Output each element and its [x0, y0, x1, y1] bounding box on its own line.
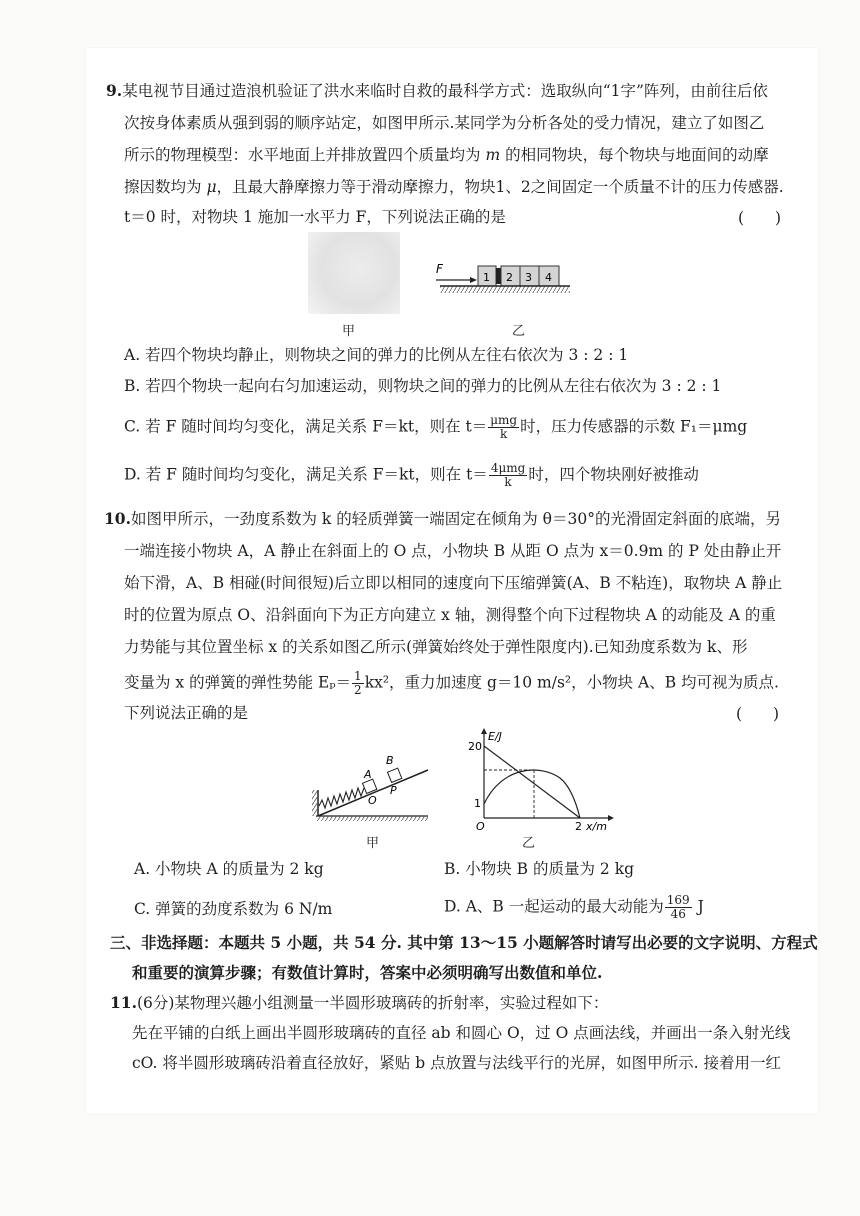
q9-option-d-fraction: $\frac{\text{4μmg}}{k}$ [490, 461, 526, 489]
graph-x-tick-2: 2 [575, 820, 582, 833]
graph-x-label: x/m [586, 820, 607, 833]
block-1-label: 1 [483, 271, 490, 284]
incline-wall-hatch [312, 790, 318, 816]
q10-line7: 下列说法正确的是 [124, 704, 249, 722]
q10-option-c: C. 弹簧的劲度系数为 6 N/m [134, 900, 333, 918]
q9-line5: t＝0 时，对物块 1 施加一水平力 F，下列说法正确的是 [124, 208, 506, 226]
block-a [362, 779, 376, 793]
q10-option-d: D. A、B 一起运动的最大动能为 $\frac{169}{46}$ J [444, 893, 704, 921]
q11-number: 11. [110, 993, 137, 1012]
label-p: P [390, 784, 397, 797]
q10-line4: 时的位置为原点 O、沿斜面向下为正方向建立 x 轴，测得整个向下过程物块 A 的动能及 A 的重 [124, 606, 776, 624]
q9-fig-yi-caption: 乙 [512, 324, 526, 339]
q9-blocks-diagram [430, 256, 580, 300]
label-b: B [386, 754, 394, 767]
incline-surface [318, 770, 428, 816]
kinetic-energy-curve [484, 770, 580, 818]
q10-line5: 力势能与其位置坐标 x 的关系如图乙所示(弹簧始终处于弹性限度内).已知劲度系数为 k、形 [124, 638, 748, 656]
q9-option-c: C. 若 F 随时间均匀变化，满足关系 F＝kt，则在 t＝ $\frac{\text{μmg}}{k}$ 时，压力传感器的示数 F₁＝μmg [124, 413, 748, 441]
q10-incline-diagram [306, 748, 436, 828]
graph-x-arrow [608, 815, 614, 821]
q10-option-b: B. 小物块 B 的质量为 2 kg [444, 860, 635, 878]
q9-option-b: B. 若四个物块一起向右匀加速运动，则物块之间的弹力的比例从左往右依次为 3 : 2 : 1 [124, 377, 722, 395]
graph-y-tick-1: 1 [474, 797, 481, 810]
section3-line2: 和重要的演算步骤；有数值计算时，答案中必须明确写出数值和单位. [132, 963, 603, 982]
incline-base-hatch [316, 816, 428, 821]
q10-line6: 变量为 x 的弹簧的弹性势能 Eₚ＝ $\frac{1}{2}$ kx²，重力加速度 g＝10 m/s²，小物块 A、B 均可视为质点. [124, 669, 779, 697]
block-3-label: 3 [525, 271, 532, 284]
potential-energy-line [484, 746, 580, 818]
block-4-label: 4 [545, 271, 552, 284]
q9-line1: 9.某电视节目通过造浪机验证了洪水来临时自救的最科学方式：选取纵向“1字”阵列，由前往后依 [106, 81, 768, 100]
q9-option-c-fraction: $\frac{\text{μmg}}{k}$ [490, 413, 518, 441]
q11-line2: 先在平铺的白纸上画出半圆形玻璃砖的直径 ab 和圆心 O，过 O 点画法线，并画出一条入射光线 [132, 1024, 791, 1042]
q9-option-d: D. 若 F 随时间均匀变化，满足关系 F＝kt，则在 t＝ $\frac{\text{4μmg}}{k}$ 时，四个物块刚好被推动 [124, 461, 699, 489]
force-label: F [436, 262, 443, 276]
q10-fig-yi-caption: 乙 [522, 836, 536, 851]
ground-hatch [440, 286, 570, 293]
q10-line1: 10.如图甲所示，一劲度系数为 k 的轻质弹簧一端固定在倾角为 θ＝30°的光滑固定斜面的底端，另 [104, 509, 781, 528]
spring [319, 788, 364, 808]
q10-line3: 始下滑，A、B 相碰(时间很短)后立即以相同的速度向下压缩弹簧(A、B 不粘连)，取物块 A 静止 [124, 574, 783, 592]
q10-option-d-fraction: $\frac{169}{46}$ [666, 893, 690, 921]
q9-answer-blank: ( ) [738, 209, 782, 227]
graph-y-label: E/J [488, 730, 502, 743]
block-2-label: 2 [506, 271, 513, 284]
q10-line2: 一端连接小物块 A，A 静止在斜面上的 O 点，小物块 B 从距 O 点为 x＝0.9m 的 P 处由静止开 [124, 542, 782, 560]
graph-y-arrow [481, 728, 487, 734]
label-o: O [368, 794, 377, 807]
q10-fig-jia-caption: 甲 [366, 836, 380, 851]
q9-line4: 擦因数均为 μ，且最大静摩擦力等于滑动摩擦力，物块1、2之间固定一个质量不计的压力传感器. [124, 178, 784, 196]
wave-photo [308, 232, 400, 314]
force-arrow-head [470, 277, 477, 283]
q9-fig-jia-caption: 甲 [342, 324, 356, 339]
graph-origin: O [476, 820, 485, 833]
label-a: A [364, 768, 372, 781]
q10-energy-graph [462, 726, 622, 836]
q10-answer-blank: ( ) [736, 705, 780, 723]
block-b [387, 768, 401, 782]
pressure-sensor [496, 268, 501, 284]
section3-line1: 三、非选择题：本题共 5 小题，共 54 分. 其中第 13～15 小题解答时请写出必要的文字说明、方程式 [110, 933, 818, 952]
q10-option-a: A. 小物块 A 的质量为 2 kg [134, 860, 324, 878]
q9-line2: 次按身体素质从强到弱的顺序站定，如图甲所示.某同学为分析各处的受力情况，建立了如图乙 [124, 114, 765, 132]
q9-number: 9. [106, 81, 123, 100]
q11-line1: 11.(6分)某物理兴趣小组测量一半圆形玻璃砖的折射率，实验过程如下： [110, 993, 609, 1012]
q11-line3: cO. 将半圆形玻璃砖沿着直径放好，紧贴 b 点放置与法线平行的光屏，如图甲所示. 接着用一红 [132, 1054, 781, 1072]
q9-line3: 所示的物理模型：水平地面上并排放置四个质量均为 m 的相同物块，每个物块与地面间的动摩 [124, 146, 769, 164]
q10-half-fraction: $\frac{1}{2}$ [354, 669, 362, 697]
q9-option-a: A. 若四个物块均静止，则物块之间的弹力的比例从左往右依次为 3 : 2 : 1 [124, 346, 629, 364]
graph-y-tick-20: 20 [468, 740, 482, 753]
q10-number: 10. [104, 509, 131, 528]
